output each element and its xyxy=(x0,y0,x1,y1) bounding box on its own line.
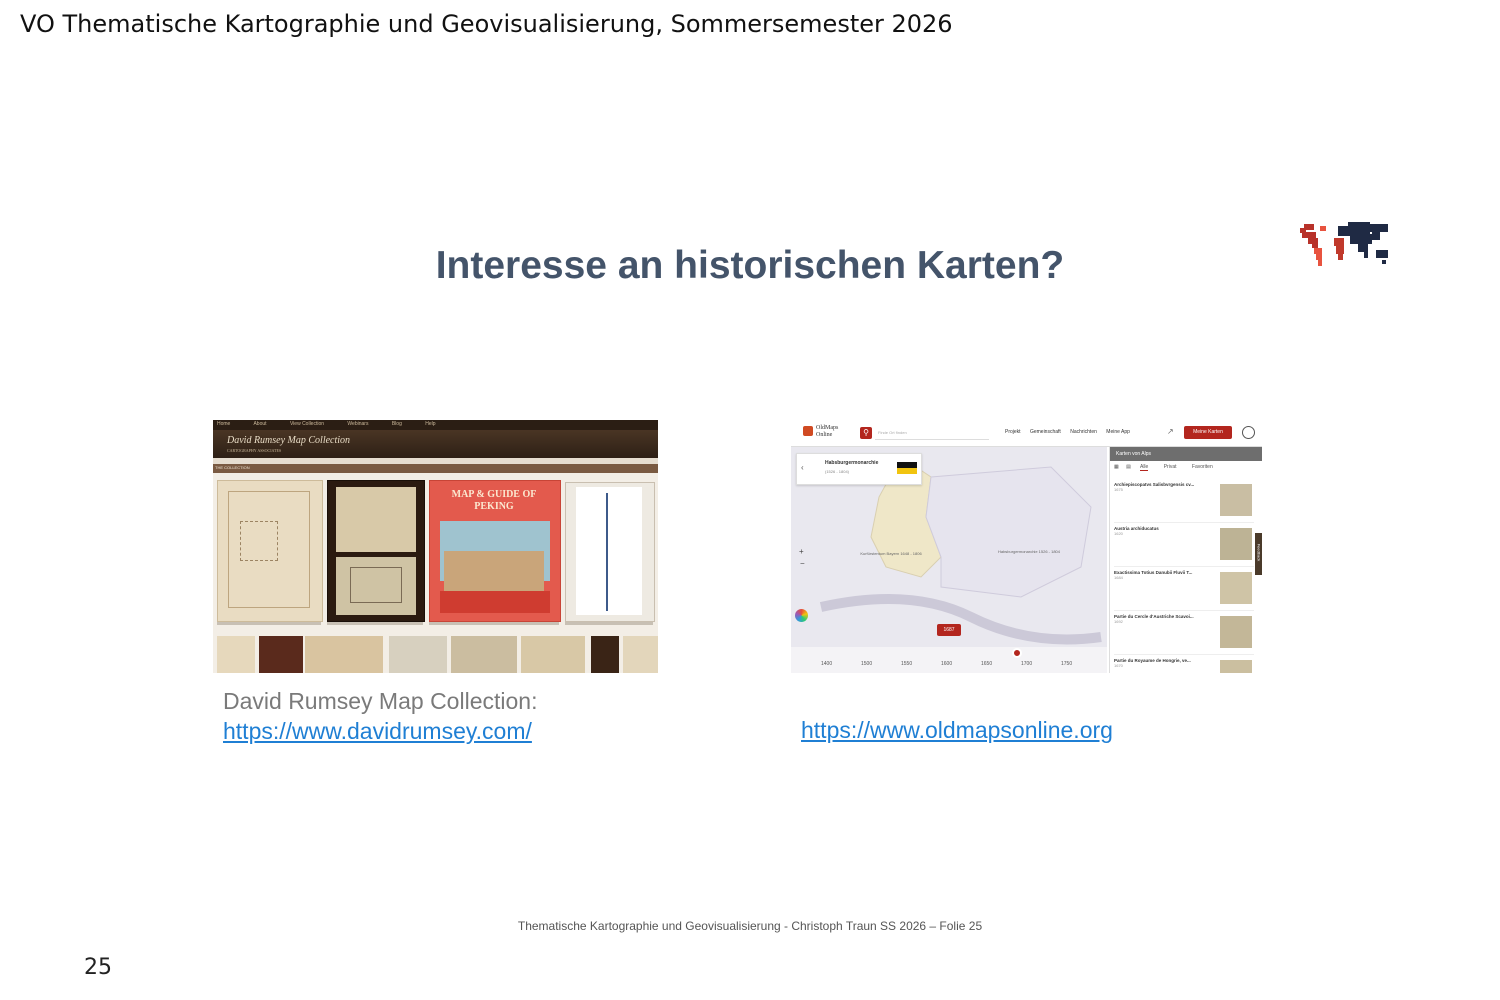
oldmaps-nav-item[interactable]: Projekt xyxy=(1005,429,1021,435)
rumsey-nav-item[interactable]: Home xyxy=(217,421,231,427)
timeline-tick: 1700 xyxy=(1021,661,1033,667)
timeline-tick: 1400 xyxy=(821,661,833,667)
result-meta: 1675 xyxy=(1114,487,1123,492)
result-title: Partie du Cercle d'Austriche Scavoi... xyxy=(1114,614,1194,619)
rumsey-nav-item[interactable]: Webinars xyxy=(347,421,369,427)
oldmaps-results-panel xyxy=(1109,447,1262,673)
search-icon[interactable]: ⚲ xyxy=(860,427,872,439)
result-meta: 1670 xyxy=(1114,663,1123,668)
rumsey-thumb-atlas[interactable] xyxy=(327,480,425,622)
rumsey-section-bar xyxy=(213,464,658,473)
rumsey-link[interactable]: https://www.davidrumsey.com/ xyxy=(223,718,532,744)
result-item[interactable] xyxy=(1114,526,1254,567)
timeline-tick: 1750 xyxy=(1061,661,1073,667)
oldmaps-topbar xyxy=(791,420,1262,447)
oldmapsonline-screenshot[interactable] xyxy=(791,420,1262,673)
oldmaps-panel-title: Karten von Alps xyxy=(1116,451,1152,457)
result-title: Austria archiducatus xyxy=(1114,526,1159,531)
result-item[interactable] xyxy=(1114,614,1254,655)
rumsey-site-title: David Rumsey Map Collection xyxy=(227,435,351,446)
list-view-icon[interactable]: ▤ xyxy=(1126,464,1131,470)
result-item[interactable] xyxy=(1114,658,1254,673)
feedback-label: Feedback xyxy=(1256,543,1262,562)
rumsey-site-subtitle: CARTOGRAPHY ASSOCIATES xyxy=(227,448,282,453)
grid-view-icon[interactable]: ▦ xyxy=(1114,464,1119,470)
slide-footer: Thematische Kartographie und Geovisualisierung - Christoph Traun SS 2026 – Folie 25 xyxy=(517,919,983,933)
result-meta: 1620 xyxy=(1114,531,1123,536)
rumsey-caption: David Rumsey Map Collection: xyxy=(223,688,538,714)
oldmaps-map[interactable] xyxy=(791,447,1107,673)
oldmaps-map-label: Habsburgermonarchie 1526 - 1804 xyxy=(997,549,1061,554)
course-header: VO Thematische Kartographie und Geovisualisierung, Sommersemester 2026 xyxy=(20,10,953,38)
rumsey-nav-item[interactable]: About xyxy=(253,421,267,427)
oldmaps-timeline-marker[interactable]: 1687 xyxy=(937,624,961,636)
rumsey-banner xyxy=(213,430,658,458)
chevron-left-icon[interactable]: ‹ xyxy=(801,463,804,472)
timeline-tick: 1550 xyxy=(901,661,913,667)
david-rumsey-screenshot[interactable] xyxy=(213,420,658,673)
panel-tab-all[interactable]: Alle xyxy=(1139,464,1149,470)
result-meta: 1684 xyxy=(1114,575,1123,580)
rumsey-thumb-map[interactable] xyxy=(217,480,323,622)
result-item[interactable] xyxy=(1114,482,1254,523)
page-number: 25 xyxy=(84,955,112,980)
oldmaps-brand: OldMaps Online xyxy=(816,425,839,438)
user-icon[interactable] xyxy=(1242,426,1255,439)
oldmaps-map-label: Kurfürstentum Bayern 1648 - 1806 xyxy=(860,551,922,556)
rumsey-nav-item[interactable]: Blog xyxy=(391,421,402,427)
timeline-tick: 1500 xyxy=(861,661,873,667)
oldmaps-cta-button[interactable]: Meine Karten xyxy=(1184,426,1232,439)
rumsey-section-label: THE COLLECTION xyxy=(215,465,250,470)
panel-tab-favorites[interactable]: Favoriten xyxy=(1191,464,1213,470)
oldmaps-popup-title: Habsburgermonarchie xyxy=(825,460,879,466)
oldmaps-nav-item[interactable]: Nachrichten xyxy=(1070,429,1097,435)
timeline-tick: 1600 xyxy=(941,661,953,667)
oldmaps-logo-icon xyxy=(803,426,813,436)
result-title: Archiepiscopatvs Salisbvrgensis cv... xyxy=(1114,482,1195,487)
rumsey-nav-bar xyxy=(213,420,658,430)
result-title: Partie du Royaume de Hongrie, ve... xyxy=(1114,658,1191,663)
flag-icon xyxy=(897,462,917,474)
panel-tab-private[interactable]: Privat xyxy=(1163,464,1177,470)
result-item[interactable] xyxy=(1114,570,1254,611)
result-title: Exactissima Totius Danubii Fluvii T... xyxy=(1114,570,1193,575)
oldmaps-popup-years: (1526 - 1804) xyxy=(825,469,850,474)
oldmaps-popup[interactable] xyxy=(796,453,922,485)
rumsey-nav-item[interactable]: View Collection xyxy=(289,421,325,427)
feedback-tab[interactable] xyxy=(1255,533,1262,575)
oldmaps-search-placeholder: Finde Ort finden xyxy=(878,430,907,435)
oldmaps-timeline[interactable] xyxy=(815,661,1105,671)
slide-title: Interesse an historischen Karten? xyxy=(435,244,1065,287)
timeline-tick: 1650 xyxy=(981,661,993,667)
timeline-handle-icon[interactable] xyxy=(1012,648,1022,658)
rumsey-poster-text: MAP & GUIDE OF PEKING xyxy=(451,489,537,512)
oldmaps-link[interactable]: https://www.oldmapsonline.org xyxy=(801,717,1113,743)
oldmaps-nav-item[interactable]: Gemeinschaft xyxy=(1029,429,1061,435)
world-map-logo-icon xyxy=(1298,218,1392,270)
oldmaps-search-input[interactable] xyxy=(875,427,989,440)
result-meta: 1692 xyxy=(1114,619,1123,624)
oldmaps-nav-item[interactable]: Meine App xyxy=(1106,429,1130,435)
rumsey-nav-item[interactable]: Help xyxy=(425,421,436,427)
oldmaps-color-icon[interactable] xyxy=(795,609,808,622)
rumsey-thumb-peking[interactable] xyxy=(429,480,561,622)
share-icon[interactable]: ↗ xyxy=(1167,427,1174,436)
zoom-in-button[interactable]: + xyxy=(799,547,804,556)
rumsey-thumb-metro[interactable] xyxy=(565,482,655,622)
zoom-out-button[interactable]: − xyxy=(800,559,805,568)
